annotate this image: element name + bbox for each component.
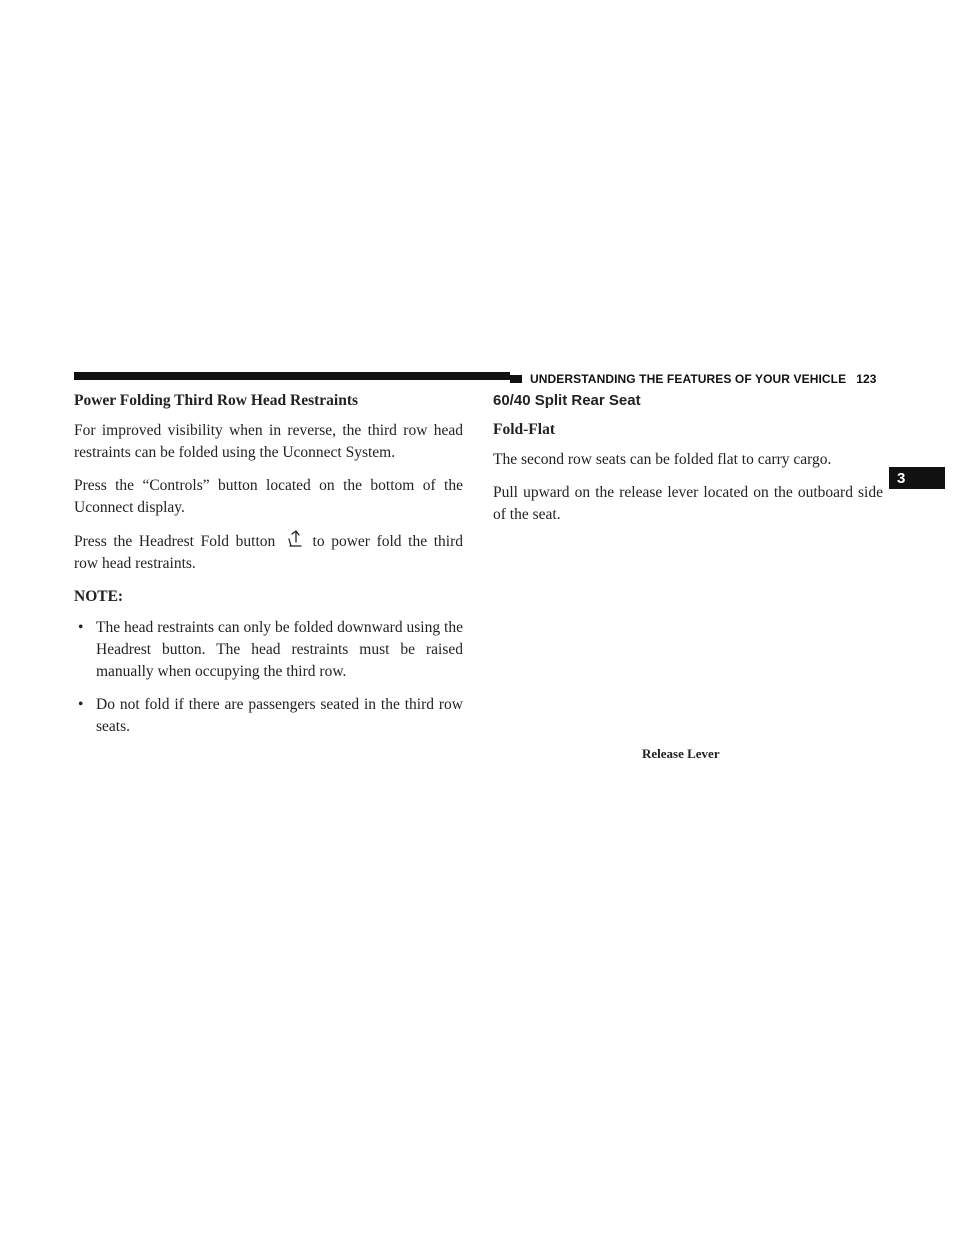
running-header-title: UNDERSTANDING THE FEATURES OF YOUR VEHICLE <box>530 372 847 386</box>
running-header <box>510 372 877 386</box>
left-column <box>74 392 463 749</box>
header-rule <box>74 372 510 380</box>
right-column <box>493 392 883 537</box>
list-item: • Do not fold if there are passengers seated in the third row seats. <box>78 696 463 735</box>
page-number: 123 <box>856 372 877 386</box>
paragraph: Pull upward on the release lever located on the outboard side of the seat. <box>493 484 883 523</box>
paragraph: For improved visibility when in reverse, the third row head restraints can be folded using the Uconnect System. <box>74 422 463 461</box>
sub-heading-fold-flat: Fold-Flat <box>493 421 555 438</box>
paragraph-text: Press the Headrest Fold button <box>74 533 276 550</box>
paragraph: The second row seats can be folded flat to carry cargo. <box>493 451 832 468</box>
chapter-tab: 3 <box>889 467 945 489</box>
headrest-fold-icon <box>286 530 304 548</box>
header-rule-segment <box>510 375 522 383</box>
figure-caption: Release Lever <box>642 746 720 761</box>
list-item: • The head restraints can only be folded downward using the Headrest button. The head restraints must be raised manually when occupying the third row. <box>78 619 463 680</box>
paragraph-text: to power fold the third row head restraints. <box>74 533 463 572</box>
bullet-icon: • <box>78 619 84 636</box>
section-heading-power-folding: Power Folding Third Row Head Restraints <box>74 392 359 409</box>
section-title-split-rear-seat: 60/40 Split Rear Seat <box>493 392 641 409</box>
paragraph: Press the “Controls” button located on the bottom of the Uconnect display. <box>74 477 463 516</box>
paragraph-with-icon <box>74 530 463 575</box>
note-label: NOTE: <box>74 588 124 605</box>
bullet-icon: • <box>78 696 84 713</box>
note-list <box>74 617 463 738</box>
